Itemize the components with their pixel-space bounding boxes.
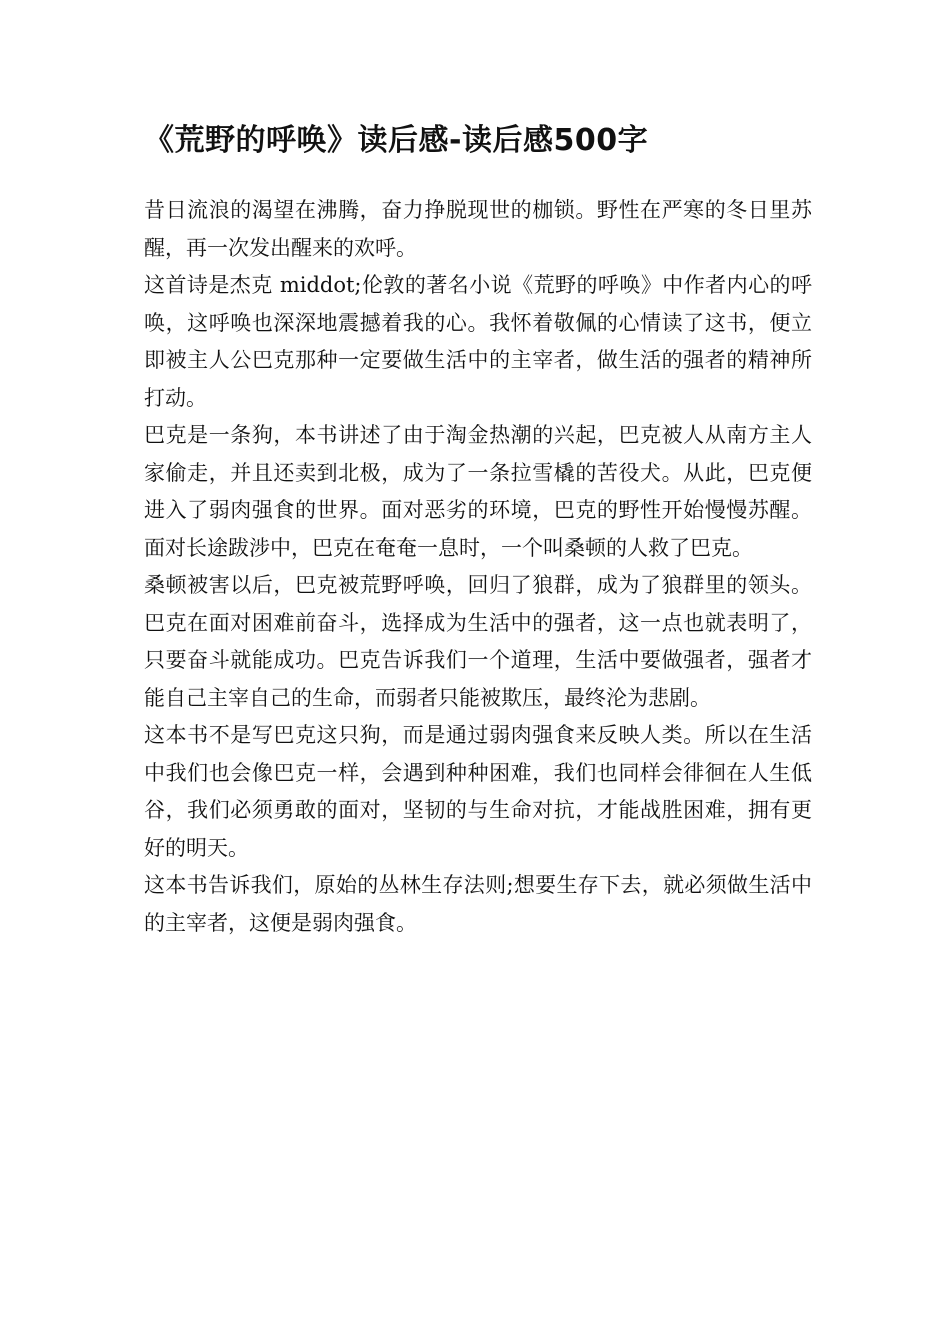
page-title: 《荒野的呼唤》读后感-读后感500字 — [144, 123, 649, 158]
article-body — [144, 192, 812, 942]
paragraph: 这本书不是写巴克这只狗，而是通过弱肉强食来反映人类。所以在生活中我们也会像巴克一样，会遇到种种困难，我们也同样会徘徊在人生低谷，我们必须勇敢的面对，坚韧的与生命对抗，才能战胜困难，拥有更好的明天。 — [144, 723, 812, 860]
paragraph: 桑顿被害以后，巴克被荒野呼唤，回归了狼群，成为了狼群里的领头。巴克在面对困难前奋斗，选择成为生活中的强者，这一点也就表明了，只要奋斗就能成功。巴克告诉我们一个道理，生活中要做强者，强者才能自己主宰自己的生命，而弱者只能被欺压，最终沦为悲剧。 — [144, 573, 812, 710]
paragraph: 这本书告诉我们，原始的丛林生存法则;想要生存下去，就必须做生活中的主宰者，这便是弱肉强食。 — [144, 873, 812, 935]
paragraph: 巴克是一条狗，本书讲述了由于淘金热潮的兴起，巴克被人从南方主人家偷走，并且还卖到北极，成为了一条拉雪橇的苦役犬。从此，巴克便进入了弱肉强食的世界。面对恶劣的环境，巴克的野性开始慢慢苏醒。面对长途跋涉中，巴克在奄奄一息时，一个叫桑顿的人救了巴克。 — [144, 423, 812, 560]
paragraph: 昔日流浪的渴望在沸腾，奋力挣脱现世的枷锁。野性在严寒的冬日里苏醒，再一次发出醒来的欢呼。 — [144, 198, 812, 260]
paragraph: 这首诗是杰克 middot;伦敦的著名小说《荒野的呼唤》中作者内心的呼唤，这呼唤也深深地震撼着我的心。我怀着敬佩的心情读了这书，便立即被主人公巴克那种一定要做生活中的主宰者，做生活的强者的精神所打动。 — [144, 273, 812, 410]
